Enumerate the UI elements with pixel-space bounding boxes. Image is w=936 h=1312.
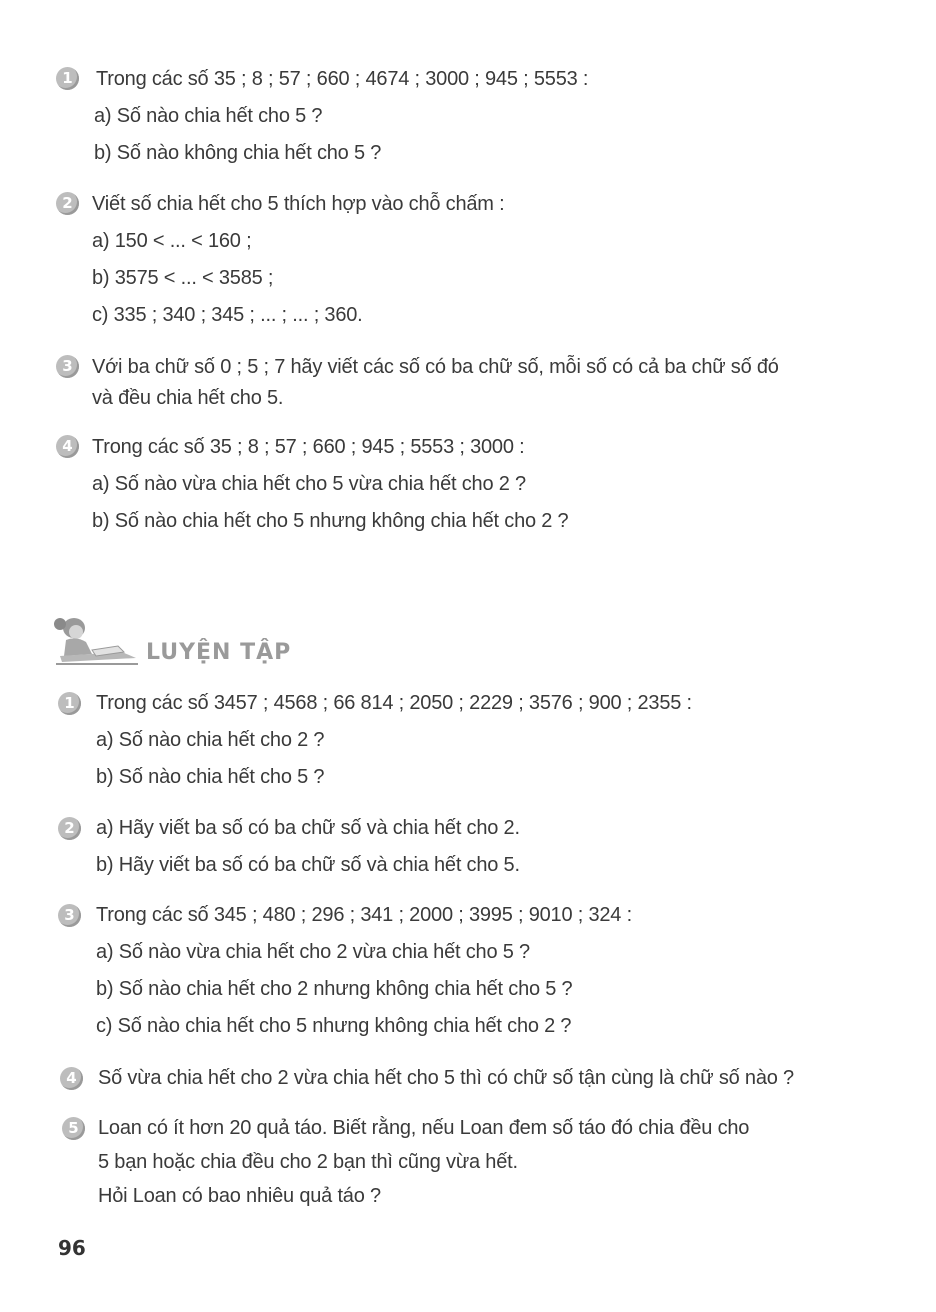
practice-2-question-a: a) Hãy viết ba số có ba chữ số và chia hết cho 2. [96, 817, 520, 839]
exercise-1-question-a: a) Số nào chia hết cho 5 ? [94, 105, 323, 127]
exercise-2-item-b: b) 3575 < ... < 3585 ; [92, 267, 274, 289]
exercise-3-prompt-line-1: Với ba chữ số 0 ; 5 ; 7 hãy viết các số có ba chữ số, mỗi số có cả ba chữ số đó [92, 356, 779, 378]
exercise-number-badge: 2 [56, 192, 79, 215]
exercise-4-question-a: a) Số nào vừa chia hết cho 5 vừa chia hết cho 2 ? [92, 473, 526, 495]
practice-3-prompt: Trong các số 345 ; 480 ; 296 ; 341 ; 2000 ; 3995 ; 9010 ; 324 : [96, 904, 632, 926]
section-title: LUYỆN TẬP [146, 640, 292, 665]
exercise-number-badge: 4 [60, 1067, 83, 1090]
practice-5-prompt-line-2: 5 bạn hoặc chia đều cho 2 bạn thì cũng vừa hết. [98, 1151, 518, 1173]
practice-3-question-a: a) Số nào vừa chia hết cho 2 vừa chia hết cho 5 ? [96, 941, 530, 963]
exercise-3-prompt-line-2: và đều chia hết cho 5. [92, 387, 284, 409]
exercise-number-badge: 3 [58, 904, 81, 927]
exercise-number-badge: 1 [58, 692, 81, 715]
exercise-number-badge: 2 [58, 817, 81, 840]
practice-3-question-c: c) Số nào chia hết cho 5 nhưng không chia hết cho 2 ? [96, 1015, 572, 1037]
exercise-2-prompt: Viết số chia hết cho 5 thích hợp vào chỗ chấm : [92, 193, 505, 215]
exercise-2-item-a: a) 150 < ... < 160 ; [92, 230, 252, 252]
practice-1-question-a: a) Số nào chia hết cho 2 ? [96, 729, 325, 751]
reading-girl-icon [52, 612, 140, 668]
practice-4-prompt: Số vừa chia hết cho 2 vừa chia hết cho 5 thì có chữ số tận cùng là chữ số nào ? [98, 1067, 794, 1089]
exercise-1-question-b: b) Số nào không chia hết cho 5 ? [94, 142, 382, 164]
practice-5-question: Hỏi Loan có bao nhiêu quả táo ? [98, 1185, 381, 1207]
practice-1-prompt: Trong các số 3457 ; 4568 ; 66 814 ; 2050 ; 2229 ; 3576 ; 900 ; 2355 : [96, 692, 692, 714]
exercise-4-question-b: b) Số nào chia hết cho 5 nhưng không chia hết cho 2 ? [92, 510, 569, 532]
exercise-4-prompt: Trong các số 35 ; 8 ; 57 ; 660 ; 945 ; 5553 ; 3000 : [92, 436, 525, 458]
practice-2-question-b: b) Hãy viết ba số có ba chữ số và chia hết cho 5. [96, 854, 520, 876]
exercise-number-badge: 4 [56, 435, 79, 458]
exercise-number-badge: 5 [62, 1117, 85, 1140]
exercise-number-badge: 3 [56, 355, 79, 378]
page-number: 96 [58, 1236, 86, 1260]
practice-1-question-b: b) Số nào chia hết cho 5 ? [96, 766, 325, 788]
exercise-number-badge: 1 [56, 67, 79, 90]
practice-3-question-b: b) Số nào chia hết cho 2 nhưng không chia hết cho 5 ? [96, 978, 573, 1000]
practice-5-prompt-line-1: Loan có ít hơn 20 quả táo. Biết rằng, nếu Loan đem số táo đó chia đều cho [98, 1117, 750, 1139]
exercise-2-item-c: c) 335 ; 340 ; 345 ; ... ; ... ; 360. [92, 304, 363, 326]
exercise-1-prompt: Trong các số 35 ; 8 ; 57 ; 660 ; 4674 ; 3000 ; 945 ; 5553 : [96, 68, 589, 90]
